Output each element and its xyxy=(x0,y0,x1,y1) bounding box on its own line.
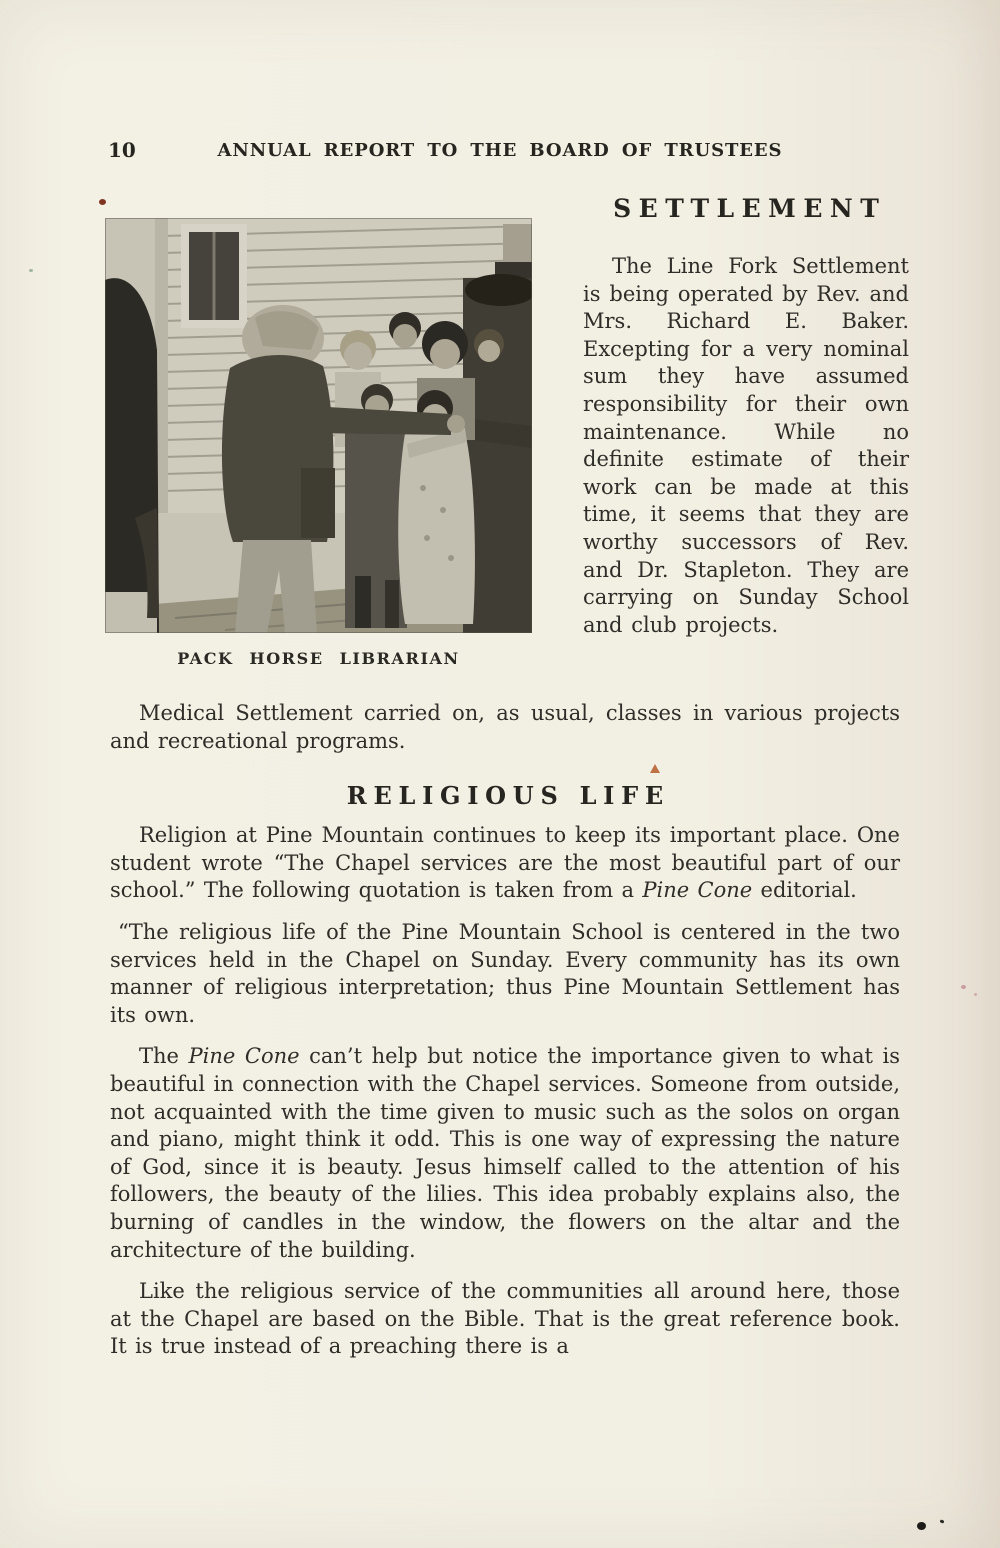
religion-paragraph-4: Like the religious service of the communities all around here, those at the Chapel are based on the Bible. That is the great reference book. It is true instead of a preaching there is a xyxy=(110,1279,900,1359)
paper-speck xyxy=(99,199,106,205)
ink-spot xyxy=(940,1519,945,1523)
paragraph-text: can’t help but notice the importance given to what is beautiful in connection with the Chapel services. Someone from outside, not acquainted with the time given to music such as the solos on organ and piano, might think it odd. This is one way of expressing the nature of God, since it is beauty. Jesus himself called to the attention of his followers, the beauty of the lilies. This idea probably explains also, the burning of candles in the window, the flowers on the altar and the architecture of the building. xyxy=(110,1044,900,1262)
page-number: 10 xyxy=(108,138,136,162)
main-text-block xyxy=(110,700,900,1375)
religious-life-heading: RELIGIOUS LIFE xyxy=(346,781,670,811)
running-header: ANNUAL REPORT TO THE BOARD OF TRUSTEES xyxy=(217,140,783,161)
paragraph-text: Religion at Pine Mountain continues to keep its important place. One student wrote “The Chapel services are the most beautiful part of our school.” The following quotation is taken from a xyxy=(110,823,900,903)
medical-settlement-paragraph: Medical Settlement carried on, as usual, classes in various projects and recreational programs. xyxy=(110,701,900,753)
paper-speck xyxy=(974,993,977,996)
pine-cone-italic: Pine Cone xyxy=(188,1044,300,1069)
settlement-heading: SETTLEMENT xyxy=(613,194,887,223)
pine-cone-italic: Pine Cone xyxy=(642,878,753,903)
photo-caption: PACK HORSE LIBRARIAN xyxy=(177,649,460,668)
religion-paragraph-3 xyxy=(110,1043,900,1264)
settlement-section xyxy=(583,194,909,639)
religion-paragraph-1 xyxy=(110,822,900,905)
settlement-paragraph: The Line Fork Settlement is being operated by Rev. and Mrs. Richard E. Baker. Excepting for a very nominal sum they have assumed responsibility for their own maintenance. While no definite estimate of their work can be made at this time, it seems that they are worthy successors of Rev. and Dr. Stapleton. They are carrying on Sunday School and club projects. xyxy=(583,254,909,637)
paper-speck xyxy=(961,985,966,989)
page-header xyxy=(100,138,900,168)
paper-speck xyxy=(29,269,33,272)
religion-paragraph-2: “The religious life of the Pine Mountain School is centered in the two services held in the Chapel on Sunday. Every community has its own manner of religious interpretation; thus Pine Mountain Settlement has its own. xyxy=(110,919,900,1027)
ink-spot xyxy=(917,1522,926,1530)
paragraph-text: editorial. xyxy=(752,878,857,903)
paragraph-text: The xyxy=(139,1044,189,1069)
settlement-photo-figure xyxy=(105,218,532,668)
paper-mark xyxy=(650,764,660,773)
pack-horse-librarian-photo xyxy=(105,218,532,633)
